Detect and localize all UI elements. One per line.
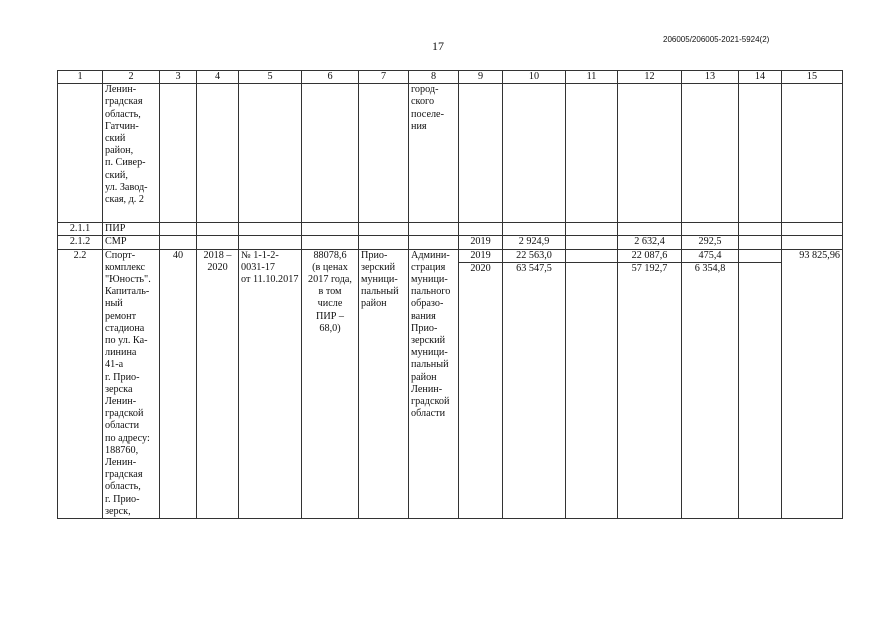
capacity-cell: 40 — [160, 249, 197, 518]
header-cell: 5 — [239, 71, 302, 84]
cell — [782, 84, 843, 223]
row-number-cell: 2.1.1 — [58, 223, 103, 236]
cell — [566, 223, 618, 236]
estimated-cost-cell: 88078,6 (в ценах 2017 года, в том числе ПИР – 68,0) — [302, 249, 359, 518]
cell — [618, 223, 682, 236]
cell — [739, 236, 782, 249]
year-cell — [459, 249, 503, 518]
approval-cell: № 1-1-2- 0031-17 от 11.10.2017 — [239, 249, 302, 518]
amount-2020: 6 354,8 — [694, 262, 726, 274]
header-cell: 13 — [682, 71, 739, 84]
cell — [359, 236, 409, 249]
header-cell: 7 — [359, 71, 409, 84]
header-cell: 9 — [459, 71, 503, 84]
header-row — [58, 71, 843, 84]
cell — [739, 84, 782, 223]
empty-2019 — [739, 250, 781, 263]
table-row — [58, 223, 843, 236]
header-cell: 1 — [58, 71, 103, 84]
header-cell: 2 — [103, 71, 160, 84]
cell — [197, 84, 239, 223]
cell — [459, 84, 503, 223]
amount-cell: 2 632,4 — [618, 236, 682, 249]
header-cell: 4 — [197, 71, 239, 84]
year-cell: 2019 — [459, 236, 503, 249]
row-number-cell: 2.1.2 — [58, 236, 103, 249]
document-reference: 206005/206005-2021-5924(2) — [663, 35, 770, 44]
cell — [566, 249, 618, 518]
cell — [58, 84, 103, 223]
cell — [566, 84, 618, 223]
municipality-cell: Прио- зерский муници- пальный район — [359, 249, 409, 518]
cell — [160, 236, 197, 249]
table-row — [58, 84, 843, 223]
amount-cell — [503, 249, 566, 518]
amount-cell — [682, 249, 739, 518]
cell — [503, 84, 566, 223]
amount-2019: 475,4 — [682, 250, 738, 263]
header-cell: 6 — [302, 71, 359, 84]
cell — [359, 223, 409, 236]
cell — [160, 223, 197, 236]
cell — [302, 223, 359, 236]
customer-cell: город- ского поселе- ния — [409, 84, 459, 223]
amount-cell: 2 924,9 — [503, 236, 566, 249]
header-cell: 14 — [739, 71, 782, 84]
cell — [459, 223, 503, 236]
cell — [302, 236, 359, 249]
header-cell: 10 — [503, 71, 566, 84]
year-2019: 2019 — [459, 250, 502, 263]
cell — [160, 84, 197, 223]
cell — [302, 84, 359, 223]
cell — [197, 236, 239, 249]
cell — [782, 223, 843, 236]
customer-cell: Админи- страция муници- пального образо- вания Прио- зерский муници- пальный район Ленин- градской области — [409, 249, 459, 518]
name-cell: ПИР — [103, 223, 160, 236]
year-2020: 2020 — [470, 262, 491, 274]
amount-2020: 63 547,5 — [516, 262, 552, 274]
period-cell: 2018 – 2020 — [197, 249, 239, 518]
header-cell: 3 — [160, 71, 197, 84]
amount-2020: 57 192,7 — [631, 262, 668, 274]
header-cell: 8 — [409, 71, 459, 84]
cell — [359, 84, 409, 223]
cell — [197, 223, 239, 236]
total-cell: 93 825,96 — [782, 249, 843, 518]
name-cell: СМР — [103, 236, 160, 249]
cell — [682, 84, 739, 223]
address-cell: Ленин- градская область, Гатчин- ский район, п. Сивер- ский, ул. Завод- ская, д. 2 — [103, 84, 160, 223]
cell — [739, 249, 782, 518]
table-row — [58, 236, 843, 249]
page-number: 17 — [432, 39, 444, 53]
table-row — [58, 249, 843, 518]
empty-2019 — [566, 250, 617, 263]
header-cell: 12 — [618, 71, 682, 84]
cell — [503, 223, 566, 236]
cell — [682, 223, 739, 236]
amount-2019: 22 087,6 — [618, 250, 681, 263]
cell — [239, 223, 302, 236]
header-cell: 15 — [782, 71, 843, 84]
amount-cell: 292,5 — [682, 236, 739, 249]
cell — [239, 84, 302, 223]
cell — [782, 236, 843, 249]
amount-2019: 22 563,0 — [503, 250, 565, 263]
cell — [239, 236, 302, 249]
data-table — [57, 70, 843, 519]
cell — [409, 223, 459, 236]
amount-cell — [618, 249, 682, 518]
cell — [739, 223, 782, 236]
header-cell: 11 — [566, 71, 618, 84]
cell — [618, 84, 682, 223]
row-number-cell: 2.2 — [58, 249, 103, 518]
cell — [409, 236, 459, 249]
cell — [566, 236, 618, 249]
object-name-cell: Спорт- комплекс "Юность". Капиталь- ный ремонт стадиона по ул. Ка- линина 41-а г. Прио- зерска Ленин- градской области по адресу: 188760, Ленин- градская область, г. Прио- зерск, — [103, 249, 160, 518]
